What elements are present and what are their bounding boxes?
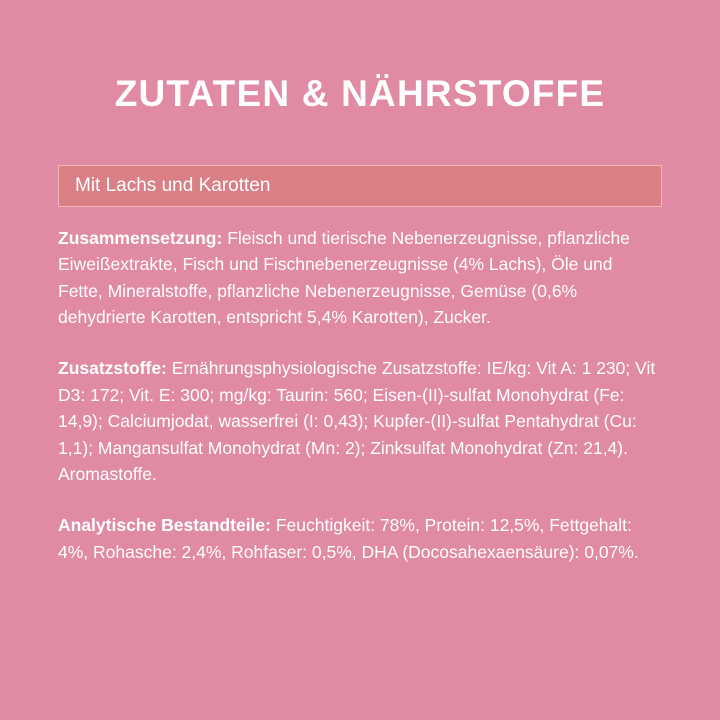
- ingredients-content: [58, 225, 662, 566]
- section-composition-heading: Zusammensetzung:: [58, 227, 223, 248]
- section-analytical-constituents-body: Feuchtigkeit: 78%, Protein: 12,5%, Fettgehalt: 4%, Rohasche: 2,4%, Rohfaser: 0,5%, DHA (Docosahexaensäure): 0,07%.: [58, 515, 639, 562]
- section-analytical-constituents: [58, 512, 662, 565]
- variant-banner: [58, 165, 662, 207]
- page-title: ZUTATEN & NÄHRSTOFFE: [114, 73, 606, 114]
- variant-label: Mit Lachs und Karotten: [75, 174, 271, 196]
- section-additives-heading: Zusatzstoffe:: [58, 358, 167, 379]
- section-analytical-constituents-heading: Analytische Bestandteile:: [58, 515, 271, 536]
- section-composition: [58, 225, 662, 331]
- section-composition-body: Fleisch und tierische Nebenerzeugnisse, pflanzliche Eiweißextrakte, Fisch und Fischnebenerzeugnisse (4% Lachs), Öle und Fette, Mineralstoffe, pflanzliche Nebenerzeugnisse, Gemüse (0,6% dehydrierte Karotten, entspricht 5,4% Karotten), Zucker.: [58, 227, 630, 328]
- section-additives: [58, 355, 662, 488]
- section-additives-body: Ernährungsphysiologische Zusatzstoffe: IE/kg: Vit A: 1 230; Vit D3: 172; Vit. E: 300; mg/kg: Taurin: 560; Eisen-(II)-sulfat Monohydrat (Fe: 14,9); Calciumjodat, wasserfrei (I: 0,43); Kupfer-(II)-sulfat Pentahydrat (Cu: 1,1); Mangansulfat Monohydrat (Mn: 2); Zinksulfat Monohydrat (Zn: 21,4). Aromastoffe.: [58, 358, 656, 485]
